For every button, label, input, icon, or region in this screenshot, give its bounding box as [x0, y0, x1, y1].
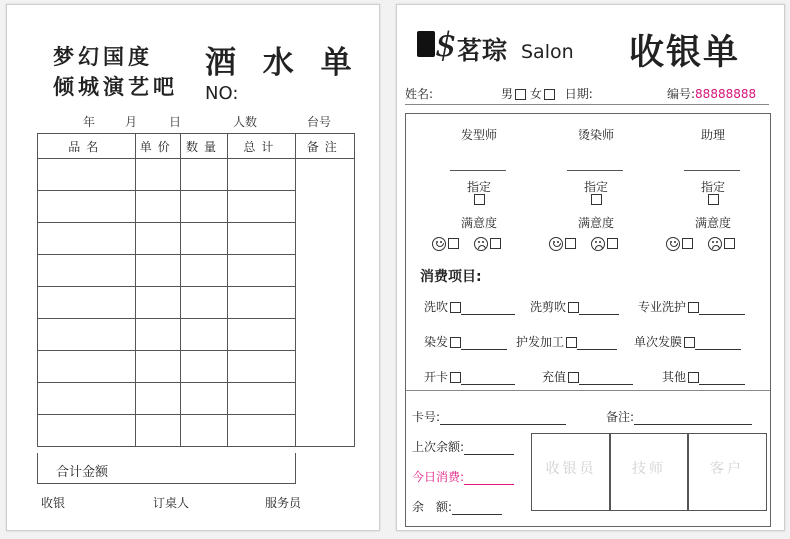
reserver-signature-label: 订桌人	[153, 496, 190, 510]
serial-number	[667, 85, 756, 102]
stylist-satisfied-checkbox[interactable]	[448, 238, 459, 249]
serial-value: 88888888	[695, 87, 757, 101]
item-wash-cut-blow: 洗剪吹	[530, 298, 619, 315]
staff-role-stylist: 发型师	[460, 128, 497, 142]
people-count-label: 人数	[233, 115, 258, 129]
male-label: 男	[501, 87, 514, 101]
staff-role-colorist: 烫染师	[577, 128, 614, 142]
brand-name: 茗琮	[457, 36, 508, 65]
previous-balance-line[interactable]	[464, 443, 514, 455]
sad-face-icon	[474, 237, 488, 251]
drinks-order-form	[6, 4, 380, 531]
female-checkbox[interactable]	[544, 89, 555, 100]
header-divider	[405, 104, 769, 105]
total-amount-cell[interactable]	[37, 453, 296, 484]
stylist-satisfaction-options	[432, 233, 501, 252]
items-divider	[406, 390, 770, 391]
waiter-signature-label: 服务员	[265, 496, 302, 510]
column-item-name: 品名	[38, 134, 136, 159]
total-amount-label: 合计金额	[56, 465, 109, 480]
male-checkbox[interactable]	[515, 89, 526, 100]
colorist-unsatisfied-checkbox[interactable]	[607, 238, 618, 249]
salon-receipt-form	[396, 4, 785, 531]
card-number-line[interactable]	[440, 413, 566, 425]
item-checkbox[interactable]	[568, 372, 579, 383]
assistant-satisfied-checkbox[interactable]	[682, 238, 693, 249]
item-dye: 染发	[424, 333, 507, 350]
item-amount-line[interactable]	[695, 338, 741, 350]
happy-face-icon	[666, 237, 680, 251]
item-amount-line[interactable]	[577, 338, 617, 350]
item-checkbox[interactable]	[450, 302, 461, 313]
table-number-label: 台号	[307, 115, 332, 129]
item-amount-line[interactable]	[579, 303, 619, 315]
item-hair-treatment: 护发加工	[516, 333, 617, 350]
colorist-assigned-checkbox[interactable]	[591, 194, 602, 205]
customer-stamp-box[interactable]	[687, 433, 767, 511]
column-total: 总计	[228, 134, 295, 159]
happy-face-icon	[432, 237, 446, 251]
name-label: 姓名:	[405, 87, 434, 101]
assistant-satisfaction-label: 满意度	[694, 216, 731, 230]
remark-row: 备注:	[606, 408, 752, 425]
item-checkbox[interactable]	[450, 372, 461, 383]
stylist-name-line[interactable]	[450, 170, 506, 171]
date-month-label: 月	[125, 115, 138, 129]
card-number-row: 卡号:	[412, 408, 566, 425]
happy-face-icon	[549, 237, 563, 251]
cashier-stamp-box[interactable]	[531, 433, 611, 511]
previous-balance-row: 上次余额:	[412, 438, 514, 455]
order-table	[37, 133, 355, 447]
brand-logo-icon: $	[435, 25, 457, 65]
item-other: 其他	[662, 368, 745, 385]
sad-face-icon	[708, 237, 722, 251]
cashier-signature-label: 收银	[41, 496, 66, 510]
stylist-satisfaction-label: 满意度	[460, 216, 497, 230]
brand-english-name: Salon	[521, 41, 574, 63]
assistant-assigned-checkbox[interactable]	[708, 194, 719, 205]
colorist-satisfaction-label: 满意度	[577, 216, 614, 230]
number-label: NO:	[205, 83, 239, 104]
cashier-stamp-label: 收银员	[545, 461, 597, 477]
serial-label: 编号:	[667, 87, 696, 101]
sad-face-icon	[591, 237, 605, 251]
colorist-satisfaction-options	[549, 233, 618, 252]
column-remarks: 备注	[295, 134, 354, 159]
consumption-section-title: 消费项目:	[420, 269, 482, 285]
remark-line[interactable]	[634, 413, 752, 425]
date-label: 日期:	[564, 87, 593, 101]
date-year-label: 年	[83, 115, 96, 129]
item-amount-line[interactable]	[699, 373, 745, 385]
gender-selector	[501, 85, 593, 102]
item-checkbox[interactable]	[684, 337, 695, 348]
form-title: 收银单	[629, 33, 741, 73]
form-title: 酒 水 单	[205, 45, 360, 81]
colorist-name-line[interactable]	[567, 170, 623, 171]
stylist-unsatisfied-checkbox[interactable]	[490, 238, 501, 249]
column-quantity: 数量	[180, 134, 227, 159]
item-checkbox[interactable]	[688, 372, 699, 383]
item-checkbox[interactable]	[566, 337, 577, 348]
colorist-assigned-label: 指定	[583, 180, 608, 194]
item-hair-mask: 单次发膜	[634, 333, 741, 350]
technician-stamp-label: 技师	[632, 461, 666, 477]
brand-logo-mark	[417, 31, 435, 57]
venue-name-line1: 梦幻国度	[53, 44, 153, 69]
date-day-label: 日	[169, 115, 182, 129]
today-spending-line[interactable]	[464, 473, 514, 485]
assistant-name-line[interactable]	[684, 170, 740, 171]
stylist-assigned-checkbox[interactable]	[474, 194, 485, 205]
item-checkbox[interactable]	[688, 302, 699, 313]
item-checkbox[interactable]	[450, 337, 461, 348]
staff-role-assistant: 助理	[700, 128, 725, 142]
table-header-row	[38, 134, 355, 159]
item-open-card: 开卡	[424, 368, 515, 385]
item-wash-blow: 洗吹	[424, 298, 515, 315]
item-amount-line[interactable]	[579, 373, 633, 385]
customer-stamp-label: 客户	[710, 461, 744, 477]
assistant-satisfaction-options	[666, 233, 735, 252]
today-spending-row: 今日消费:	[412, 468, 514, 485]
venue-name-line2: 倾城演艺吧	[53, 74, 178, 99]
colorist-satisfied-checkbox[interactable]	[565, 238, 576, 249]
balance-row: 余 额:	[412, 498, 502, 515]
balance-line[interactable]	[452, 503, 502, 515]
item-amount-line[interactable]	[461, 373, 515, 385]
item-amount-line[interactable]	[699, 303, 745, 315]
assistant-assigned-label: 指定	[700, 180, 725, 194]
technician-stamp-box[interactable]	[609, 433, 689, 511]
stylist-assigned-label: 指定	[466, 180, 491, 194]
assistant-unsatisfied-checkbox[interactable]	[724, 238, 735, 249]
column-unit-price: 单价	[135, 134, 180, 159]
item-amount-line[interactable]	[461, 303, 515, 315]
item-checkbox[interactable]	[568, 302, 579, 313]
item-amount-line[interactable]	[461, 338, 507, 350]
item-recharge: 充值	[542, 368, 633, 385]
item-professional-care: 专业洗护	[638, 298, 745, 315]
female-label: 女	[529, 87, 542, 101]
table-row[interactable]	[38, 159, 355, 191]
